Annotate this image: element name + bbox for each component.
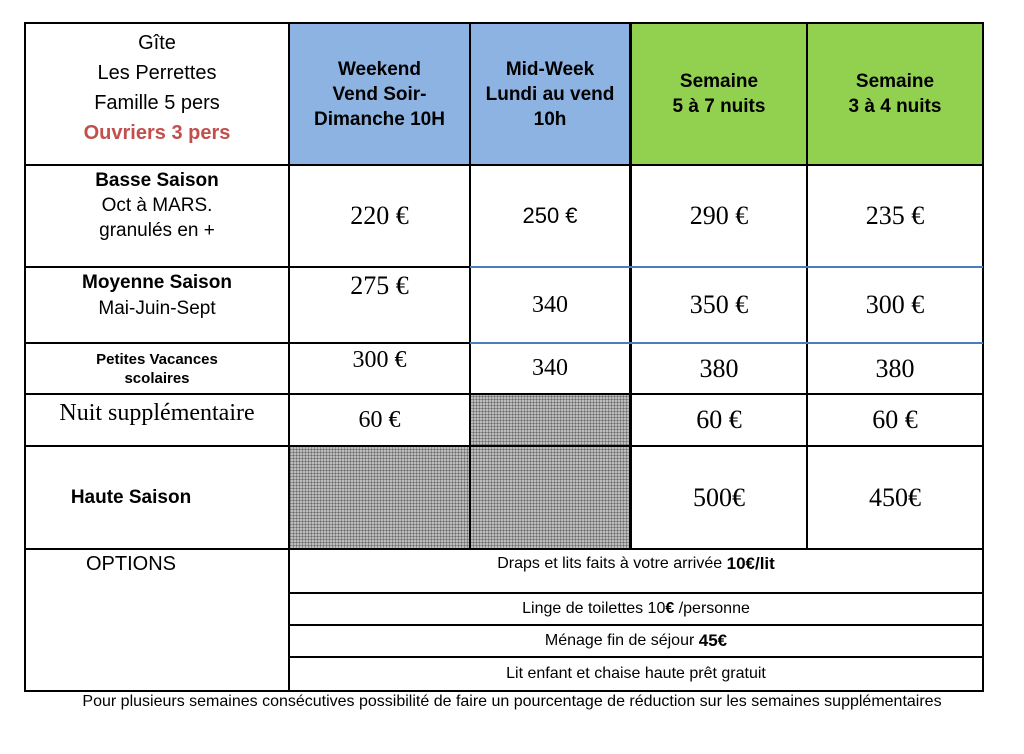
price-haute-semaine-3-4: 450€: [869, 482, 921, 512]
option-menage-text: Ménage fin de séjour: [544, 632, 699, 649]
basse-saison-period: Oct à MARS.: [101, 195, 213, 216]
footer-note: Pour plusieurs semaines consécutives possibilité de faire un pourcentage de réduction sur les semaines supplémentaires: [82, 693, 942, 710]
price-moyenne-weekend: 275 €: [350, 271, 409, 300]
unavailable-cell-midweek-haute: [470, 446, 630, 549]
column-header-weekend-line-2: Vend Soir-: [332, 83, 427, 105]
column-header-weekend-line-3: Dimanche 10H: [314, 108, 445, 130]
price-basse-weekend: 220 €: [350, 201, 409, 230]
price-petites-semaine-5-7: 380: [699, 353, 739, 383]
price-moyenne-midweek: 340: [532, 291, 568, 318]
gite-capacity: Famille 5 pers: [94, 92, 220, 114]
column-header-semaine-5-7-line-1: Semaine: [679, 71, 759, 92]
row-label-moyenne-saison: [26, 268, 288, 342]
option-linge-text: Linge de toilettes 10: [522, 600, 666, 617]
column-header-semaine-3-4-line-2: 3 à 4 nuits: [848, 96, 942, 117]
header-title-cell: [26, 24, 288, 164]
price-basse-midweek: 250 €: [522, 203, 578, 228]
row-label-haute-saison: Haute Saison: [70, 486, 192, 508]
row-label-basse-saison: [26, 166, 288, 266]
option-menage: [290, 626, 982, 656]
moyenne-saison-period: Mai-Juin-Sept: [98, 298, 216, 319]
option-draps-price: 10€/lit: [726, 554, 775, 573]
moyenne-saison-title: Moyenne Saison: [82, 272, 232, 293]
option-lit-enfant: Lit enfant et chaise haute prêt gratuit: [506, 665, 766, 682]
price-nuit-weekend: 60 €: [358, 406, 401, 433]
options-label: OPTIONS: [85, 552, 176, 575]
gite-workers-capacity: Ouvriers 3 pers: [83, 122, 231, 144]
price-moyenne-semaine-3-4: 300 €: [865, 290, 925, 319]
option-draps: [290, 550, 982, 578]
column-header-semaine-3-4-line-1: Semaine: [855, 71, 935, 92]
unavailable-cell-weekend-haute: [290, 446, 470, 549]
unavailable-cell-midweek-nuit: [470, 394, 630, 445]
column-header-weekend-line-1: Weekend: [337, 58, 422, 80]
option-menage-price: 45€: [698, 631, 728, 650]
table-outer-bottom: [24, 690, 984, 692]
gite-title: Gîte: [138, 32, 176, 54]
column-header-semaine-5-7: [632, 24, 806, 164]
basse-saison-note: granulés en +: [99, 220, 215, 241]
price-petites-semaine-3-4: 380: [875, 353, 915, 383]
row-label-nuit-supplementaire: Nuit supplémentaire: [59, 399, 255, 426]
option-linge-euro: €: [665, 600, 675, 617]
price-petites-weekend: 300 €: [352, 346, 407, 373]
row-label-petites-vacances: [26, 344, 288, 393]
column-header-weekend: [290, 24, 469, 164]
price-basse-semaine-3-4: 235 €: [865, 201, 925, 230]
basse-saison-title: Basse Saison: [95, 170, 219, 191]
price-moyenne-semaine-5-7: 350 €: [689, 290, 749, 319]
price-nuit-semaine-5-7: 60 €: [696, 405, 742, 434]
column-header-midweek-line-2: Lundi au vend: [485, 83, 615, 105]
column-header-midweek-line-3: 10h: [533, 108, 567, 130]
column-header-midweek: [471, 24, 629, 164]
price-haute-semaine-5-7: 500€: [693, 482, 745, 512]
price-basse-semaine-5-7: 290 €: [689, 201, 749, 230]
gite-name: Les Perrettes: [97, 62, 217, 84]
petites-vacances-line-1: Petites Vacances: [96, 350, 218, 368]
option-draps-text: Draps et lits faits à votre arrivée: [497, 555, 727, 572]
price-petites-midweek: 340: [532, 355, 568, 381]
column-header-semaine-5-7-line-2: 5 à 7 nuits: [672, 96, 766, 117]
column-header-semaine-3-4: [808, 24, 982, 164]
petites-vacances-line-2: scolaires: [124, 369, 190, 387]
column-header-midweek-line-1: Mid-Week: [505, 58, 595, 80]
option-linge: [290, 594, 982, 624]
price-nuit-semaine-3-4: 60 €: [872, 405, 918, 434]
option-linge-unit: /personne: [674, 600, 750, 617]
